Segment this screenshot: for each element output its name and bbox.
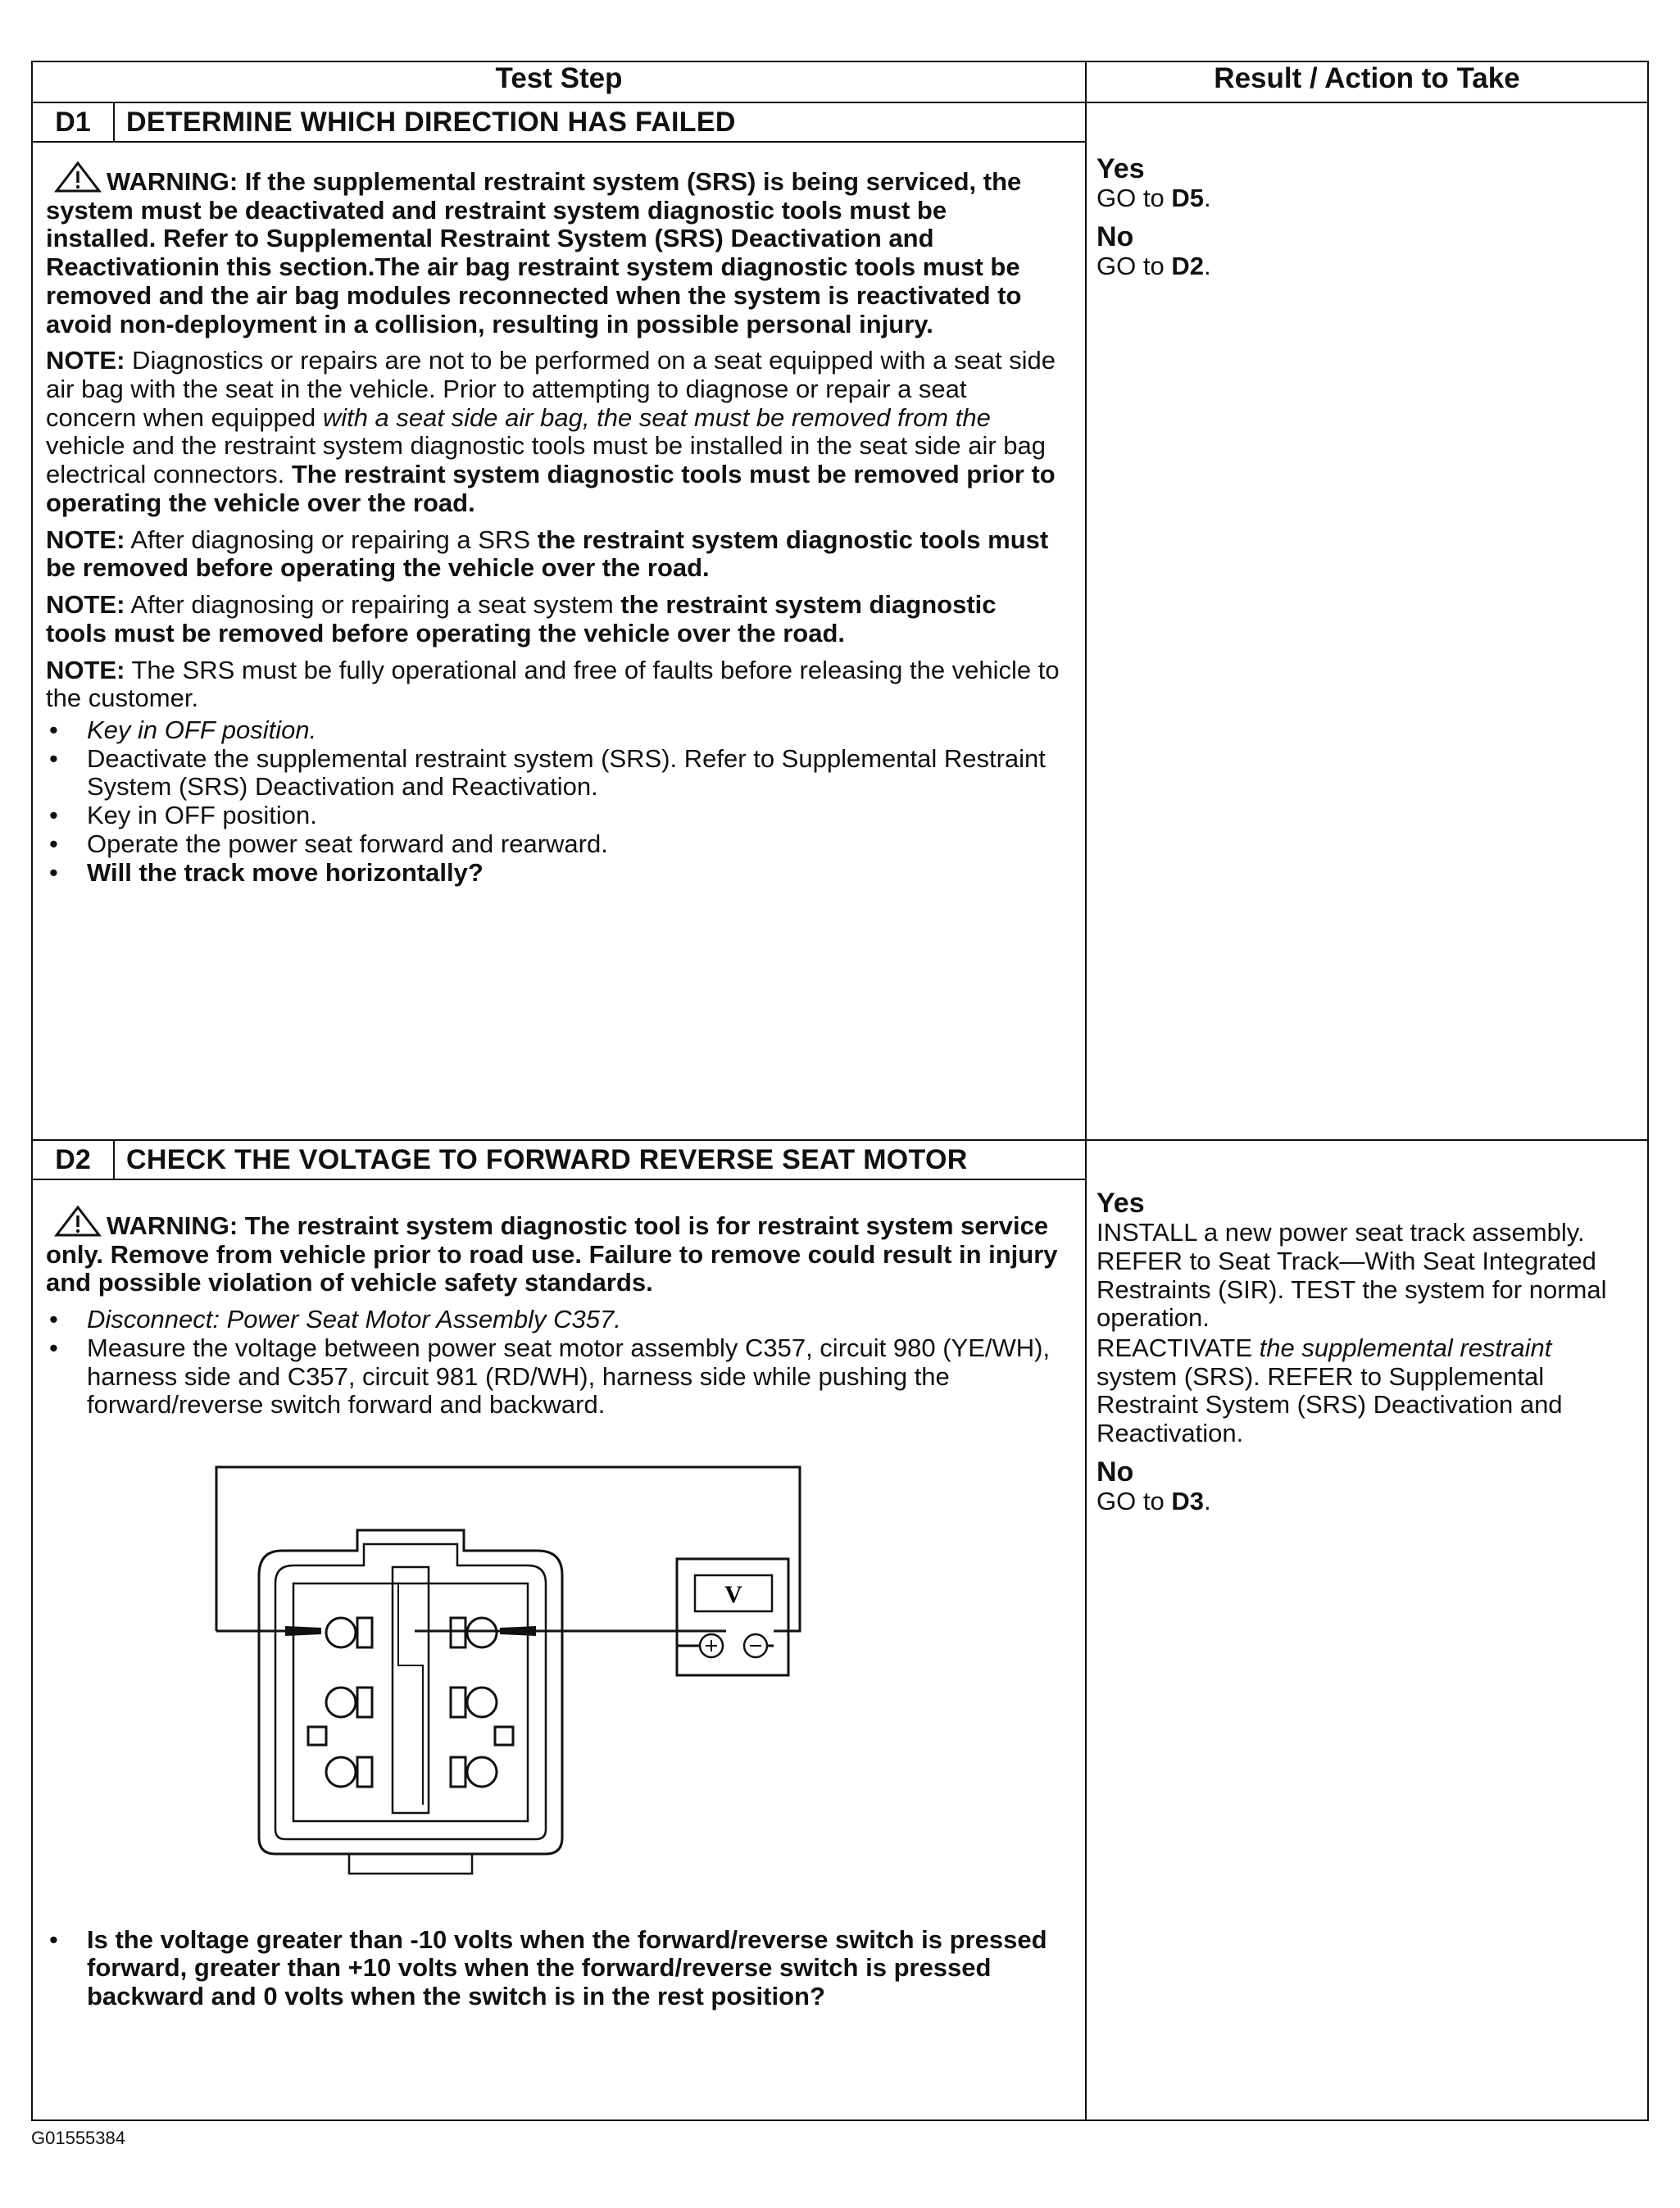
warning-triangle-icon bbox=[54, 1205, 102, 1238]
header-result-action: Result / Action to Take bbox=[1086, 61, 1648, 102]
bullet-question: Is the voltage greater than -10 volts when the forward/reverse switch is pressed forward, greater than +10 volts when the forward/reverse switch is pressed backward and 0 volts when the switch is in the rest position? bbox=[87, 1924, 1047, 2011]
list-item: • Measure the voltage between power seat motor assembly C357, circuit 980 (YE/WH), harness side and C357, circuit 981 (RD/WH), harness side while pushing the forward/reverse switch forward and backward. bbox=[49, 1333, 1051, 1420]
bullet-text: Measure the voltage between power seat motor assembly C357, circuit 980 (YE/WH), harness side and C357, circuit 981 (RD/WH), harness side while pushing the forward/reverse switch forward and backward. bbox=[87, 1333, 1051, 1420]
bullet-text: Operate the power seat forward and rearward. bbox=[87, 829, 608, 858]
note-2 bbox=[46, 526, 1060, 583]
goto-text: GO to bbox=[1097, 1486, 1172, 1515]
connector-shell bbox=[259, 1530, 562, 1854]
note-text-bold: the restraint system diagnostic tools must be removed before operating the vehicle over the road. bbox=[46, 525, 1049, 583]
warning-d2 bbox=[46, 1205, 1060, 1297]
step-id-d2: D2 bbox=[32, 1140, 114, 1179]
list-item: • Deactivate the supplemental restraint system (SRS). Refer to Supplemental Restraint System (SRS) Deactivation and Reactivation. bbox=[49, 743, 1046, 802]
connector-voltage-diagram bbox=[46, 1452, 1060, 1885]
result-d2 bbox=[1086, 1179, 1648, 2120]
goto-text: GO to bbox=[1097, 184, 1172, 213]
warning-text-d1: WARNING: If the supplemental restraint system (SRS) is being serviced, the system must be deactivated and restraint system diagnostic tools must be installed. Refer to Supplemental Restraint System (SRS) Deactivation and Reactivationin this section.The air bag restraint system diagnostic tools must be removed and the air bag modules reconnected when the system is reactivated to avoid non-deployment in a collision, resulting in possible personal injury. bbox=[46, 167, 1022, 338]
note-text: The SRS must be fully operational and free of faults before releasing the vehicle to the customer. bbox=[46, 655, 1060, 713]
goto-d3-link[interactable]: D3 bbox=[1171, 1486, 1204, 1515]
bullet-question: Will the track move horizontally? bbox=[87, 857, 484, 887]
action-text: REACTIVATE bbox=[1097, 1333, 1260, 1362]
list-item: • Operate the power seat forward and rearward. bbox=[49, 829, 608, 858]
list-item: • Key in OFF position. bbox=[49, 715, 317, 744]
warning-triangle-icon bbox=[54, 161, 102, 193]
d2-question-list bbox=[46, 1926, 1060, 2011]
warning-text-d2: WARNING: The restraint system diagnostic tool is for restraint system service only. Remove from vehicle prior to road use. Failure to remove could result in injury and possible violation of vehicle safety standards. bbox=[46, 1211, 1058, 1297]
list-item: • Will the track move horizontally? bbox=[49, 857, 484, 887]
step-title-d1: DETERMINE WHICH DIRECTION HAS FAILED bbox=[114, 102, 1086, 142]
note-text-bold: the restraint system diagnostic tools must be removed before operating the vehicle over the road. bbox=[46, 590, 997, 647]
note-1 bbox=[46, 347, 1060, 517]
note-4 bbox=[46, 656, 1060, 713]
result-blank-d2 bbox=[1086, 1140, 1648, 1179]
note-text: Diagnostics or repairs are not to be performed on a seat equipped with a seat side air bag with the seat in the vehicle. Prior to attempting to diagnose or repair a seat concern when equipped bbox=[46, 346, 1056, 432]
list-item: • Is the voltage greater than -10 volts when the forward/reverse switch is pressed forward, greater than +10 volts when the forward/reverse switch is pressed backward and 0 volts when the switch is in the rest position? bbox=[49, 1924, 1047, 2011]
note-text: After diagnosing or repairing a seat system bbox=[125, 590, 621, 620]
d1-bullet-list bbox=[46, 716, 1060, 887]
action-text-italic: the supplemental restraint bbox=[1259, 1333, 1552, 1362]
note-text-bold: The restraint system diagnostic tools must be removed prior to operating the vehicle over the road. bbox=[46, 460, 1056, 517]
bullet-text: Deactivate the supplemental restraint system (SRS). Refer to Supplemental Restraint System (SRS) Deactivation and Reactivation. bbox=[87, 743, 1046, 802]
bullet-text: Key in OFF position. bbox=[87, 715, 317, 744]
result-yes-text bbox=[1097, 1219, 1637, 1333]
step-id-d1: D1 bbox=[32, 102, 114, 142]
list-item: • Key in OFF position. bbox=[49, 801, 317, 830]
result-blank-d1 bbox=[1086, 102, 1648, 142]
warning-d1 bbox=[46, 161, 1060, 338]
bullet-text: Key in OFF position. bbox=[87, 801, 317, 830]
note-3 bbox=[46, 591, 1060, 647]
voltmeter-label: V bbox=[724, 1581, 742, 1609]
note-label: NOTE: bbox=[46, 590, 125, 620]
test-step-table bbox=[31, 61, 1649, 2121]
header-test-step: Test Step bbox=[32, 61, 1086, 102]
action-text: system (SRS). REFER to Supplemental Restraint System (SRS) Deactivation and Reactivation. bbox=[1097, 1361, 1563, 1448]
result-d1 bbox=[1086, 142, 1648, 1140]
figure-code: G01555384 bbox=[31, 2128, 125, 2148]
note-text: After diagnosing or repairing a SRS bbox=[125, 525, 538, 554]
goto-d2-link[interactable]: D2 bbox=[1171, 251, 1204, 280]
d2-bullet-list bbox=[46, 1306, 1060, 1420]
result-no-label: No bbox=[1097, 1456, 1134, 1488]
step-d2-body-row bbox=[32, 1179, 1648, 2120]
result-yes-text-2 bbox=[1097, 1334, 1637, 1448]
connector-diagram-svg bbox=[103, 1452, 824, 1879]
goto-text: GO to bbox=[1097, 251, 1172, 280]
result-yes-label: Yes bbox=[1097, 153, 1145, 184]
note-label: NOTE: bbox=[46, 525, 125, 554]
step-d1-body bbox=[32, 142, 1086, 1140]
note-text: vehicle and the restraint system diagnostic tools must be installed in the seat side air bag electrical connectors. bbox=[46, 431, 1046, 489]
step-d2-title-row bbox=[32, 1140, 1648, 1179]
test-lead-wire bbox=[216, 1467, 800, 1631]
note-label: NOTE: bbox=[46, 346, 125, 375]
step-d2-body bbox=[32, 1179, 1086, 2120]
bullet-text: Disconnect: Power Seat Motor Assembly C357. bbox=[87, 1305, 621, 1334]
action-text: INSTALL a new power seat track assembly. REFER to Seat Track—With Seat Integrated Restraints (SIR). TEST the system for normal operation. bbox=[1097, 1218, 1607, 1333]
result-yes-text: GO to D5. bbox=[1097, 184, 1211, 213]
result-no-text: GO to D3. bbox=[1097, 1486, 1211, 1515]
list-item: • Disconnect: Power Seat Motor Assembly C357. bbox=[49, 1305, 621, 1334]
step-d1-title-row bbox=[32, 102, 1648, 142]
goto-d5-link[interactable]: D5 bbox=[1171, 184, 1204, 213]
table-header-row bbox=[32, 61, 1648, 102]
result-no-label: No bbox=[1097, 220, 1134, 252]
left-probe-tip bbox=[285, 1626, 321, 1636]
right-probe-tip bbox=[500, 1626, 536, 1636]
step-d1-body-row bbox=[32, 142, 1648, 1140]
step-title-d2: CHECK THE VOLTAGE TO FORWARD REVERSE SEAT MOTOR bbox=[114, 1140, 1086, 1179]
result-yes-label: Yes bbox=[1097, 1188, 1145, 1219]
note-label: NOTE: bbox=[46, 655, 125, 684]
result-no-text: GO to D2. bbox=[1097, 251, 1211, 280]
note-text-italic: with a seat side air bag, the seat must be removed from the bbox=[322, 402, 991, 432]
diagnostic-page bbox=[31, 61, 1647, 2110]
